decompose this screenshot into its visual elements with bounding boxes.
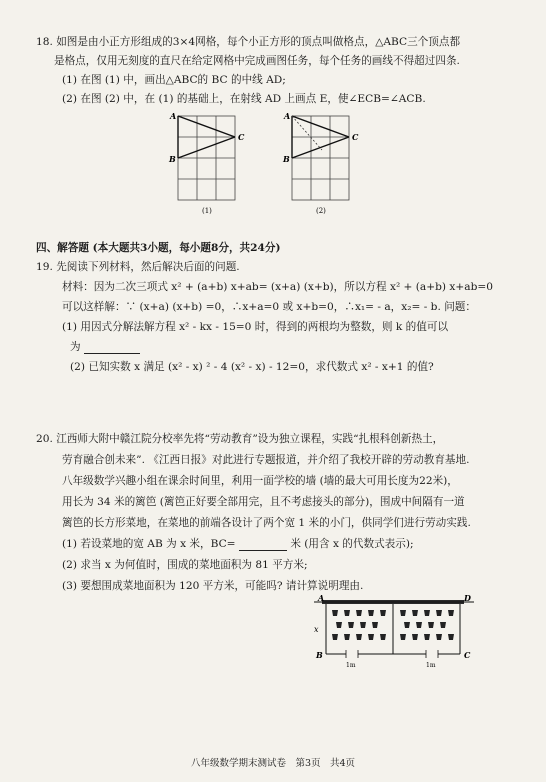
- q20-line1: 20. 江西师大附中赣江院分校率先将“劳动教育”设为独立课程，实践“扎根科创新热土，: [36, 433, 444, 445]
- q18-line3: (1) 在图 (1) 中，画出△ABC的 BC 的中线 AD;: [62, 74, 286, 86]
- q20-line7: (2) 求当 x 为何值时，围成的菜地面积为 81 平方米;: [62, 559, 308, 571]
- q20-line6-part-b: 米 (用含 x 的代数式表示);: [290, 538, 414, 550]
- q19-line4: (1) 用因式分解法解方程 x² - kx - 15=0 时，得到的两根均为整数，则 k 的值可以: [62, 321, 449, 333]
- q20-line4: 用长为 34 米的篱笆 (篱笆正好要全部用完，且不考虑接头的部分)，围成中间隔有一道: [62, 496, 465, 508]
- q20-line3: 八年级数学兴趣小组在课余时间里，利用一面学校的墙 (墙的最大可用长度为22米)，: [62, 475, 458, 487]
- garden-label-x: x: [314, 625, 319, 634]
- page-footer: 八年级数学期末测试卷 第3页 共4页: [190, 758, 356, 769]
- garden-label-d: D: [464, 593, 471, 603]
- grid-figure-1: [168, 110, 248, 220]
- q18-line1: 18. 如图是由小正方形组成的3×4网格，每个小正方形的顶点叫做格点，△ABC三个顶点都: [36, 36, 461, 48]
- q20-bc-blank[interactable]: [239, 539, 287, 551]
- q20-line8: (3) 要想围成菜地面积为 120 平方米，可能吗? 请计算说明理由.: [62, 580, 364, 592]
- q18-line4: (2) 在图 (2) 中，在 (1) 的基础上，在射线 AD 上画点 E，使∠ECB=∠ACB.: [62, 93, 426, 105]
- grid-figure-2: [282, 110, 362, 220]
- q19-line3: 可以这样解：∵ (x+a) (x+b) =0，∴x+a=0 或 x+b=0，∴x₁= - a，x₂= - b. 问题：: [62, 301, 476, 313]
- door-label-1: 1m: [346, 662, 356, 669]
- section-4-heading: 四、解答题 (本大题共3小题，每小题8分，共24分): [36, 242, 281, 254]
- q20-line5: 篱笆的长方形菜地，在菜地的前端各设计了两个宽 1 米的小门，供同学们进行劳动实践.: [62, 517, 471, 529]
- q19-line5-text: 为: [70, 341, 81, 353]
- label-b-2: B: [283, 154, 290, 164]
- label-b-1: B: [169, 154, 176, 164]
- garden-label-b: B: [316, 650, 323, 660]
- label-a-1: A: [170, 111, 177, 121]
- q19-line1: 19. 先阅读下列材料，然后解决后面的问题.: [36, 261, 240, 273]
- caption-1: (1): [202, 207, 212, 215]
- label-a-2: A: [284, 111, 291, 121]
- door-label-2: 1m: [426, 662, 436, 669]
- q18-line2: 是格点，仅用无刻度的直尺在给定网格中完成画图任务，每个任务的画线不得超过四条.: [54, 55, 460, 67]
- garden-label-a: A: [318, 593, 325, 603]
- q20-line6-part-a: (1) 若设菜地的宽 AB 为 x 米，BC=: [62, 538, 236, 550]
- garden-figure: [308, 592, 480, 670]
- caption-2: (2): [316, 207, 326, 215]
- q19-answer-blank[interactable]: [84, 342, 140, 354]
- garden-label-c: C: [464, 650, 471, 660]
- q19-line6: (2) 已知实数 x 满足 (x² - x) ² - 4 (x² - x) - 12=0，求代数式 x² - x+1 的值?: [70, 361, 434, 373]
- label-c-2: C: [352, 132, 359, 142]
- q19-line5: [70, 340, 140, 354]
- q20-line2: 劳育融合创未来”. 《江西日报》对此进行专题报道，并介绍了我校开辟的劳动教育基地.: [62, 454, 470, 466]
- label-c-1: C: [238, 132, 245, 142]
- q19-line2: 材料：因为二次三项式 x² + (a+b) x+ab= (x+a) (x+b)，所以方程 x² + (a+b) x+ab=0: [62, 281, 493, 293]
- q20-line6: [62, 537, 414, 551]
